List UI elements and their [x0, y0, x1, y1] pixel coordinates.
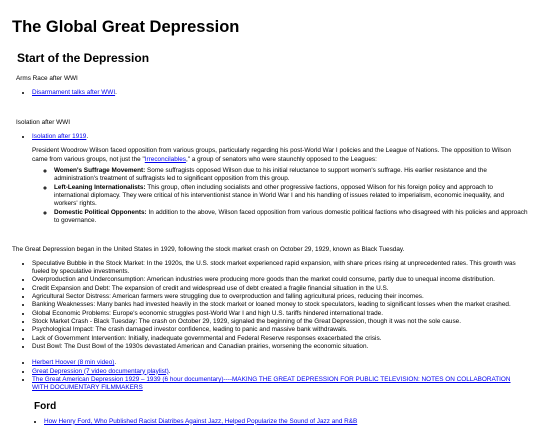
list-item: • Psychological Impact: The crash damaged investor confidence, leading to panic and massive bank withdrawals.: [32, 326, 528, 334]
list-item: [54, 209, 528, 226]
causes-list: [12, 260, 528, 352]
depression-intro: The Great Depression began in the United States in 1929, following the stock market crash on October 29, 1929, known as Black Tuesday.: [12, 246, 405, 254]
henry-ford-jazz-link[interactable]: How Henry Ford, Who Published Racist Diatribes Against Jazz, Helped Popularize the Sound of Jazz and R&B: [44, 417, 358, 425]
list-item: [32, 89, 528, 97]
list-item: • Stock Market Crash - Black Tuesday: The crash on October 29, 1929, signaled the beginning of the Great Depression, though it was not the sole cause.: [32, 318, 528, 326]
group-text: In addition to the above, Wilson faced opposition from various domestic political factions who disagreed with his policies and approach to governance.: [54, 208, 528, 224]
group-title: Left-Leaning Internationalists:: [54, 183, 146, 191]
list-item: [54, 167, 528, 184]
ford-list: [12, 418, 528, 426]
list-item: • Credit Expansion and Debt: The expansion of credit and widespread use of debt created a fragile financial situation in the U.S.: [32, 285, 528, 293]
isolation-link[interactable]: Isolation after 1919: [32, 132, 87, 140]
list-item: • Lack of Government Intervention: Initially, inadequate governmental and Federal Reserve responses exacerbated the crisis.: [32, 335, 528, 343]
punctuation: .: [86, 132, 89, 140]
list-item: • Speculative Bubble in the Stock Market: In the 1920s, the U.S. stock market experienced rapid expansion, with share prices rising at unprecedented rates. This growth was fueled by speculative investments.: [32, 260, 528, 277]
list-item: [54, 184, 528, 209]
herbert-hoover-link[interactable]: Herbert Hoover (8 min video): [32, 359, 115, 367]
wilson-paragraph: [32, 147, 528, 164]
spacer: [12, 98, 528, 119]
opposition-groups-list: [32, 167, 528, 225]
list-item: [32, 368, 528, 376]
irreconcilables-link[interactable]: Irreconcilables: [144, 155, 186, 163]
group-text: This group, often including socialists and other progressive factions, opposed Wilson for his foreign policy and approach to international diplomacy. They were critical of his interventionist stance in World War I and his handling of issues related to imperialism, economic inequality, and workers' rights.: [54, 183, 505, 208]
section-heading-ford: Ford: [34, 400, 57, 412]
group-title: Domestic Political Opponents:: [54, 208, 147, 216]
spacer: [12, 225, 528, 246]
great-depression-playlist-link[interactable]: Great Depression (7 video documentary playlist): [32, 367, 169, 375]
list-item: • Global Economic Problems: Europe's economic struggles post-World War I and high U.S. tariffs hindered international trade.: [32, 310, 528, 318]
wilson-text-after: ," a group of senators who were staunchly opposed to the Leagues:: [185, 155, 377, 163]
isolation-label: Isolation after WWI: [16, 118, 70, 126]
great-american-depression-link[interactable]: The Great American Depression 1929 – 1939 (6 hour documentary)----MAKING THE GREAT DEPRESSION FOR PUBLIC TELEVISION: NOTES ON COLLABORATION WITH DOCUMENTARY FILMMAKERS: [32, 375, 511, 392]
list-item: • Overproduction and Underconsumption: American industries were producing more goods than the market could consume, partly due to unequal income distribution.: [32, 276, 528, 284]
punctuation: .: [115, 89, 117, 97]
list-item: • Dust Bowl: The Dust Bowl of the 1930s devastated American and Canadian prairies, worsening the economic situation.: [32, 343, 528, 351]
group-title: Women's Suffrage Movement:: [54, 166, 146, 174]
isolation-list: [12, 133, 528, 225]
arms-race-label: Arms Race after WWI: [16, 75, 78, 82]
group-text: Some suffragists opposed Wilson due to his initial reluctance to support women's suffrage. His earlier resistance and the administration's treatment of suffragists led to significant opposition from this group.: [54, 166, 487, 183]
page: [0, 18, 540, 426]
list-item: [32, 133, 528, 225]
punctuation: .: [114, 359, 117, 367]
punctuation: .: [168, 367, 171, 375]
disarmament-link[interactable]: Disarmament talks after WWI: [32, 89, 116, 97]
list-item: [32, 359, 528, 367]
arms-race-list: [12, 89, 528, 97]
list-item: [32, 376, 528, 393]
media-links-list: [12, 359, 528, 392]
list-item: • Banking Weaknesses: Many banks had invested heavily in the stock market or loaned money to stock speculators, leading to significant losses when the market crashed.: [32, 301, 528, 309]
list-item: [44, 418, 528, 426]
page-title: The Global Great Depression: [12, 18, 240, 36]
section-heading-start: Start of the Depression: [17, 51, 150, 65]
wilson-text-before: President Woodrow Wilson faced opposition from various groups, particularly regarding his post-World War I policies and the League of Nations. The opposition to Wilson came from various groups, not just the ": [32, 147, 511, 163]
list-item: • Agricultural Sector Distress: American farmers were struggling due to overproduction and falling agricultural prices, reducing their incomes.: [32, 293, 528, 301]
